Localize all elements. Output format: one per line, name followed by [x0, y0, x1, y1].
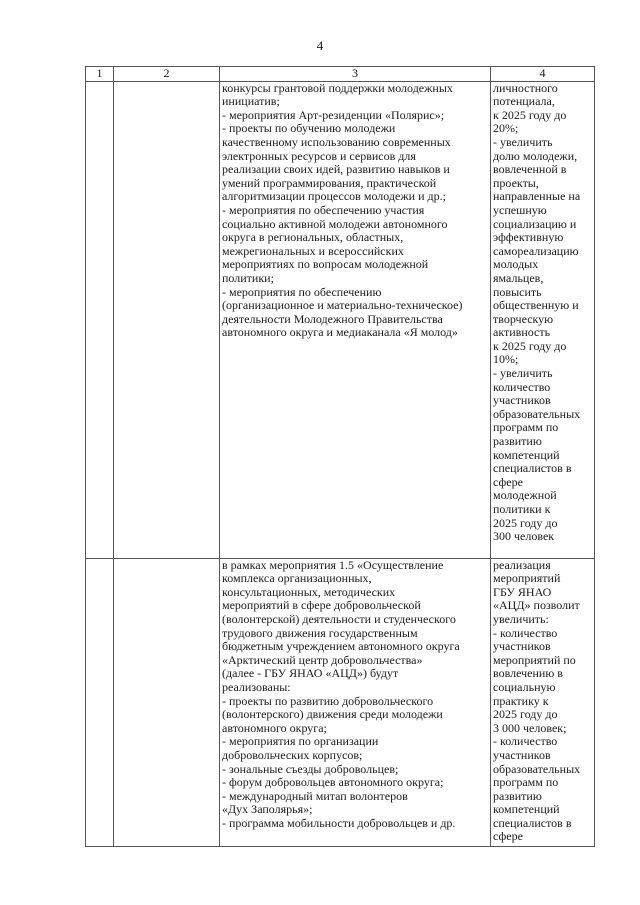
- row-number-cell: [86, 81, 114, 558]
- page-number: 4: [316, 38, 324, 53]
- column-header-3: 3: [220, 67, 491, 82]
- results-cell: реализация мероприятий ГБУ ЯНАО «АЦД» позволит увеличить: - количество участников мероприятий по вовлечению в социальную практику к 2025 году до 3 000 человек; - количество участников образовательных программ по развитию компетенций специалистов в сфере: [491, 558, 595, 846]
- column-header-2: 2: [114, 67, 220, 82]
- results-cell: личностного потенциала, к 2025 году до 20%; - увеличить долю молодежи, вовлеченной в проекты, направленные на успешную социализацию и эффективную самореализацию молодых ямальцев, повысить общественную и творческую активность к 2025 году до 10%; - увеличить количество участников образовательных программ по развитию компетенций специалистов в сфере молодежной политики к 2025 году до 300 человек: [491, 81, 595, 558]
- task-cell: [114, 81, 220, 558]
- column-header-4: 4: [491, 67, 595, 82]
- table-header-row: [86, 67, 595, 82]
- table-row: [86, 81, 595, 558]
- program-table: [85, 66, 595, 847]
- column-header-1: 1: [86, 67, 114, 82]
- task-cell: [114, 558, 220, 846]
- activities-cell: в рамках мероприятия 1.5 «Осуществление комплекса организационных, консультационных, методических мероприятий в сфере добровольческой (волонтерской) деятельности и студенческого трудового движения государственным бюджетным учреждением автономного округа «Арктический центр добровольчества» (далее - ГБУ ЯНАО «АЦД») будут реализованы: - проекты по развитию добровольческого (волонтерского) движения среди молодежи автономного округа; - мероприятия по организации добровольческих корпусов; - зональные съезды добровольцев; - форум добровольцев автономного округа; - международный митап волонтеров «Дух Заполярья»; - программа мобильности добровольцев и др.: [220, 558, 491, 846]
- table-row: [86, 558, 595, 846]
- row-number-cell: [86, 558, 114, 846]
- activities-cell: конкурсы грантовой поддержки молодежных инициатив; - мероприятия Арт-резиденции «Полярис»; - проекты по обучению молодежи качественному использованию современных электронных ресурсов и сервисов для реализации своих идей, развитию навыков и умений программирования, практической алгоритмизации процессов молодежи и др.; - мероприятия по обеспечению участия социально активной молодежи автономного округа в региональных, областных, межрегиональных и всероссийских мероприятиях по вопросам молодежной политики; - мероприятия по обеспечению (организационное и материально-техническое) деятельности Молодежного Правительства автономного округа и медиаканала «Я молод»: [220, 81, 491, 558]
